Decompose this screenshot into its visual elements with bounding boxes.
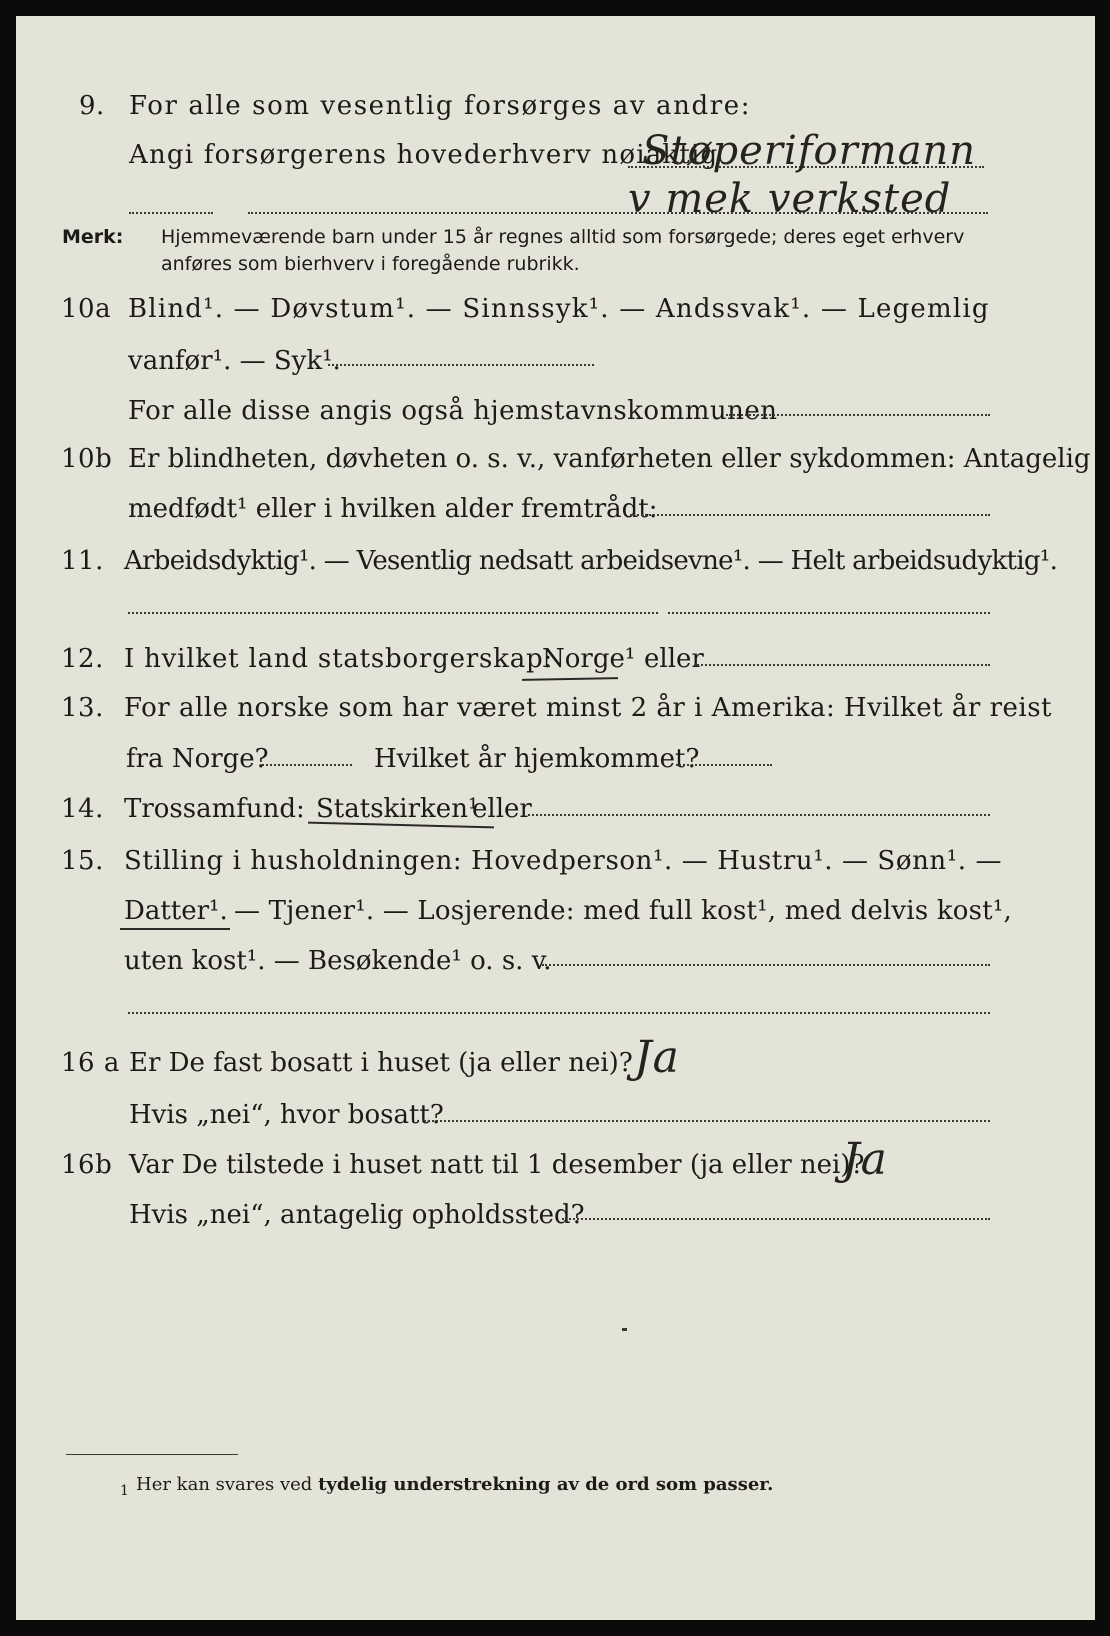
item-number-15: 15. bbox=[61, 846, 104, 876]
item-number-16a: 16 a bbox=[61, 1048, 120, 1078]
footnote-text-bold: tydelig understrekning av de ord som passer. bbox=[318, 1474, 774, 1495]
q14-other-line bbox=[528, 814, 990, 816]
q12-norge-underline bbox=[522, 677, 618, 681]
q9-blank-line-b bbox=[248, 212, 988, 214]
q15-option-datter: Datter¹. bbox=[124, 896, 228, 926]
census-form-page bbox=[16, 16, 1095, 1620]
q9-handwritten-answer2: v mek verksted bbox=[628, 176, 952, 222]
q16b-line1: Var De tilstede i huset natt til 1 desember (ja eller nei)? bbox=[129, 1150, 865, 1180]
q16a-handwritten-answer: Ja bbox=[634, 1032, 680, 1083]
q12-prefix: I hvilket land statsborgerskap: bbox=[124, 644, 553, 674]
q13-line2b: Hvilket år hjemkommet? bbox=[374, 744, 700, 774]
q13-line1: For alle norske som har været minst 2 år i Amerika: Hvilket år reist bbox=[124, 693, 1052, 723]
q9-handwritten-answer1: Støperiformann bbox=[642, 128, 977, 174]
merk-line1: Hjemmeværende barn under 15 år regnes alltid som forsørgede; deres eget erhverv bbox=[161, 226, 965, 248]
q9-line2: Angi forsørgerens hovederhverv nøiaktig bbox=[129, 140, 719, 170]
merk-label: Merk: bbox=[62, 226, 124, 248]
q9-line1: For alle som vesentlig forsørges av andre: bbox=[129, 91, 752, 121]
q12-option-norge: Norge¹ bbox=[542, 644, 636, 674]
q10b-line1: Er blindheten, døvheten o. s. v., vanførheten eller sykdommen: Antagelig bbox=[128, 444, 1091, 474]
footnote-text bbox=[136, 1474, 773, 1495]
q15-line1: Stilling i husholdningen: Hovedperson¹. — Hustru¹. — Sønn¹. — bbox=[124, 846, 1003, 876]
q13-reist-line bbox=[262, 764, 352, 766]
item-number-10a: 10a bbox=[61, 294, 112, 324]
footnote-text-plain: Her kan svares ved bbox=[136, 1474, 313, 1495]
item-number-13: 13. bbox=[61, 693, 104, 723]
q16b-handwritten-answer: Ja bbox=[842, 1134, 888, 1185]
paper-speck bbox=[622, 1328, 627, 1331]
item-number-16b: 16b bbox=[61, 1150, 113, 1180]
q11-line1: Arbeidsdyktig¹. — Vesentlig nedsatt arbeidsevne¹. — Helt arbeidsudyktig¹. bbox=[124, 546, 1058, 576]
q10a-syk-line bbox=[328, 364, 594, 366]
footnote-mark: 1 bbox=[120, 1483, 129, 1499]
q13-hjemkommet-line bbox=[676, 764, 772, 766]
q12-suffix: eller bbox=[644, 644, 704, 674]
item-number-14: 14. bbox=[61, 794, 104, 824]
q16b-opholdssted-line bbox=[562, 1218, 990, 1220]
q10a-line1: Blind¹. — Døvstum¹. — Sinnssyk¹. — Andssvak¹. — Legemlig bbox=[128, 294, 990, 324]
item-number-11: 11. bbox=[61, 546, 104, 576]
q10b-line2: medfødt¹ eller i hvilken alder fremtrådt: bbox=[128, 494, 658, 524]
q16a-line2: Hvis „nei“, hvor bosatt? bbox=[129, 1100, 444, 1130]
q16b-line2: Hvis „nei“, antagelig opholdssted? bbox=[129, 1200, 585, 1230]
item-number-10b: 10b bbox=[61, 444, 113, 474]
q16a-line1: Er De fast bosatt i huset (ja eller nei)? bbox=[129, 1048, 633, 1078]
q13-line2a: fra Norge? bbox=[126, 744, 269, 774]
q14-suffix: eller bbox=[472, 794, 532, 824]
q15-line3: uten kost¹. — Besøkende¹ o. s. v. bbox=[124, 946, 552, 976]
q11-blank-line-a bbox=[128, 612, 658, 614]
q10a-line3: For alle disse angis også hjemstavnskommunen bbox=[128, 396, 778, 426]
footnote-rule bbox=[66, 1454, 238, 1455]
q11-blank-line-b bbox=[668, 612, 990, 614]
q10a-line2: vanfør¹. — Syk¹. bbox=[128, 346, 341, 376]
q15-other-line bbox=[542, 964, 990, 966]
merk-line2: anføres som bierhverv i foregående rubrikk. bbox=[161, 253, 580, 275]
q12-other-line bbox=[694, 664, 990, 666]
q16a-bosatt-line bbox=[424, 1120, 990, 1122]
q14-option-statskirken: Statskirken¹ bbox=[316, 794, 479, 824]
q15-line2-rest: — Tjener¹. — Losjerende: med full kost¹, med delvis kost¹, bbox=[234, 896, 1012, 926]
q10b-alder-line bbox=[630, 514, 990, 516]
q9-blank-line-a bbox=[129, 212, 213, 214]
q15-datter-underline bbox=[120, 928, 230, 930]
q10a-hjemstavn-line bbox=[726, 414, 990, 416]
q15-blank-line bbox=[128, 1012, 990, 1014]
item-number-9: 9. bbox=[79, 91, 105, 121]
q14-prefix: Trossamfund: bbox=[124, 794, 305, 824]
item-number-12: 12. bbox=[61, 644, 104, 674]
